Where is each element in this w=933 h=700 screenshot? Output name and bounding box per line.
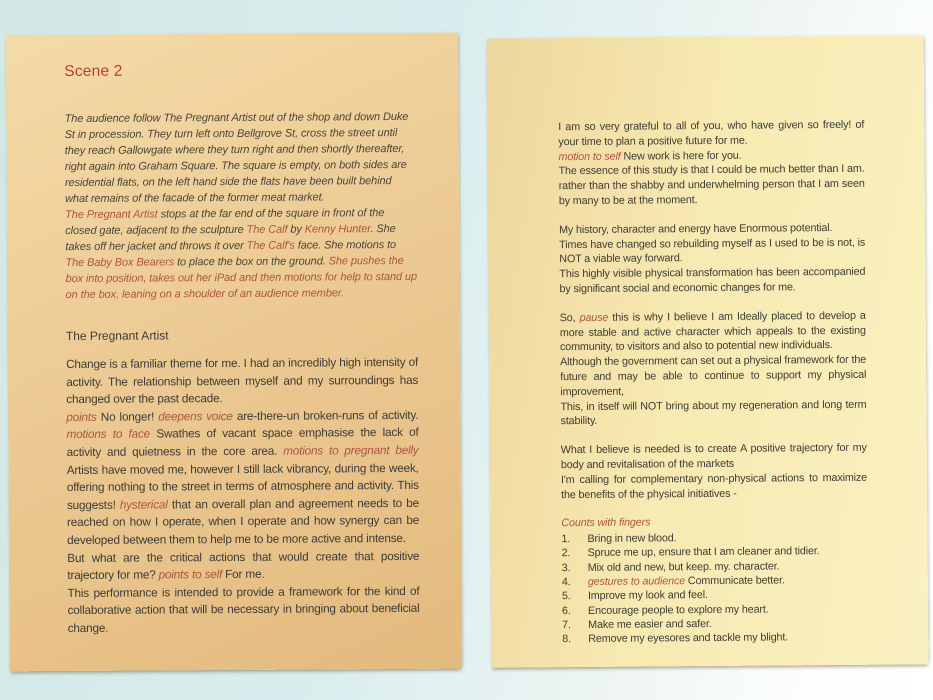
- text-run: The audience follow The Pregnant Artist out of the shop and down Duke St in procession. They turn left onto Bellgrove St, cross the street until they reach Gallowgate where they turn right and then shortly thereafter, right again into Graham Square. The square is empty, on both sides are residential flats, on the left hand side the flats have been built behind what remains of the facade of the former meat market.: [64, 110, 409, 206]
- monologue-paragraph: [560, 397, 866, 429]
- inline-stage-direction: deepens voice: [158, 408, 237, 424]
- text-run: Encourage people to explore my heart.: [587, 603, 769, 617]
- inline-stage-direction: points: [66, 409, 101, 424]
- text-run: The essence of this study is that I could be much better than I am. rather than the shabby and underwhelming person that I am seen by many to be at the moment.: [558, 163, 865, 208]
- text-run: Change is a familiar theme for me. I had an incredibly high intensity of activity. The relationship between myself and my surroundings has changed over the past decade.: [66, 354, 419, 407]
- text-run: Swathes of vacant space emphasise the lack of activity and quietness in the core area.: [66, 425, 419, 459]
- inline-stage-direction: The Baby Box Bearers: [65, 256, 175, 270]
- text-run: My history, character and energy have Enormous potential.: [558, 221, 833, 236]
- list-number: 2.: [561, 547, 571, 560]
- list-number: 8.: [562, 633, 572, 646]
- inline-stage-direction: motion to self: [558, 150, 624, 163]
- script-page-left: [6, 33, 462, 672]
- text-run: to place the box on the ground.: [174, 255, 329, 269]
- scene-heading: Scene 2: [64, 62, 123, 81]
- stage-directions-block: [65, 109, 418, 303]
- text-run: Make me easier and safer.: [588, 617, 712, 631]
- text-run: I'm calling for complementary non-physical actions to maximize the benefits of the physical initiatives -: [560, 471, 868, 501]
- text-run: But what are the critical actions that would create that positive trajectory for me?: [67, 548, 420, 583]
- list-number: 5.: [561, 590, 571, 603]
- text-run: face. She motions to: [294, 239, 397, 252]
- text-run: are-there-un broken-runs of activity.: [236, 407, 419, 423]
- text-run: Bring in new blood.: [587, 532, 677, 546]
- inline-stage-direction: points to self: [158, 567, 226, 582]
- inline-stage-direction: motions to pregnant belly: [283, 442, 419, 458]
- inline-stage-direction: pause: [579, 311, 613, 324]
- text-run: New work is here for you.: [623, 149, 742, 163]
- monologue-paragraph: [558, 118, 864, 150]
- speaker-name: The Pregnant Artist: [65, 328, 169, 344]
- monologue-paragraph: [561, 514, 867, 531]
- text-run: Remove my eyesores and tackle my blight.: [588, 631, 789, 646]
- inline-stage-direction: gestures to audience: [587, 575, 688, 588]
- text-run: that an overall plan and agreement needs to be reached on how I operate, when I operate and how synergy can be developed between them to help me to be more active and intense.: [66, 495, 420, 547]
- monologue-paragraph: [66, 354, 418, 409]
- monologue-paragraph: [561, 441, 867, 473]
- text-run: No longer!: [100, 409, 159, 424]
- text-run: Although the government can set out a physical framework for the future and may be able to continue to support my physical improvement,: [560, 353, 867, 398]
- inline-stage-direction: Counts with fingers: [561, 516, 651, 530]
- monologue-continued-block: [558, 118, 867, 532]
- inline-stage-direction: She pushes the box into position, takes out her iPad and then motions for help to stand up on the box, leaning on a shoulder of an audience member.: [65, 254, 418, 302]
- inline-stage-direction: motions to face: [66, 426, 157, 442]
- monologue-paragraph: [559, 162, 865, 209]
- text-run: So,: [559, 311, 580, 324]
- text-run: For me.: [225, 566, 265, 582]
- list-text: [588, 630, 868, 646]
- text-run: This highly visible physical transformation has been accompanied by significant social and economic changes for me.: [559, 265, 866, 296]
- text-run: Artists have moved me, however I still lack vibrancy, during the week, offering nothing to the street in terms of atmosphere and activity. This suggests!: [66, 460, 419, 512]
- text-run: This performance is intended to provide a framework for the kind of collaborative action that will be necessary in bringing about beneficial change.: [67, 583, 420, 635]
- script-page-right: [487, 35, 929, 667]
- text-run: Communicate better.: [687, 574, 785, 588]
- monologue-paragraph: [66, 407, 419, 550]
- text-run: I am so very grateful to all of you, who have given so freely! of your time to plan a positive future for me.: [558, 118, 865, 148]
- text-run: What I believe is needed is to create A positive trajectory for my body and revitalisation of the markets: [560, 441, 867, 472]
- text-run: Times have changed so rebuilding myself as I used to be is not, is NOT a viable way forward.: [559, 236, 866, 266]
- inline-stage-direction: hysterical: [119, 497, 172, 512]
- inline-stage-direction: Kenny Hunter: [304, 223, 371, 236]
- list-number: 3.: [561, 561, 571, 574]
- monologue-paragraph: [559, 265, 865, 297]
- stage-direction-paragraph: [65, 109, 418, 207]
- numbered-actions-list: [561, 530, 868, 647]
- text-run: Spruce me up, ensure that I am cleaner and tidier.: [587, 545, 820, 560]
- monologue-paragraph: [560, 353, 866, 400]
- monologue-paragraph: [67, 547, 419, 584]
- text-run: by: [287, 223, 305, 236]
- monologue-paragraph: [559, 235, 865, 267]
- monologue-paragraph: [560, 309, 866, 356]
- list-number: 7.: [562, 618, 571, 632]
- monologue-block: [66, 354, 420, 638]
- numbered-list-item: [562, 630, 868, 647]
- inline-stage-direction: The Pregnant Artist: [65, 208, 158, 222]
- text-run: this is why I believe I am Ideally placed to develop a more stable and active character which appeals to the existing community, to visitors and also to potential new individuals.: [559, 309, 866, 354]
- list-number: 4.: [561, 576, 571, 589]
- list-number: 1.: [561, 533, 571, 546]
- monologue-paragraph: [67, 583, 419, 638]
- text-run: Improve my look and feel.: [587, 589, 708, 603]
- inline-stage-direction: The Calf's: [246, 239, 295, 252]
- stage-direction-paragraph: [65, 205, 418, 303]
- text-run: This, in itself will NOT bring about my regeneration and long term stability.: [560, 398, 867, 428]
- text-run: Mix old and new, but keep. my. character.: [587, 560, 780, 574]
- text-run: stops at the far end of the square in front of the closed gate, adjacent to the sculpture: [65, 207, 385, 238]
- inline-stage-direction: The Calf: [246, 223, 288, 236]
- monologue-paragraph: [561, 470, 867, 502]
- list-number: 6.: [561, 604, 571, 617]
- text-run: . She takes off her jacket and throws it over: [65, 223, 396, 254]
